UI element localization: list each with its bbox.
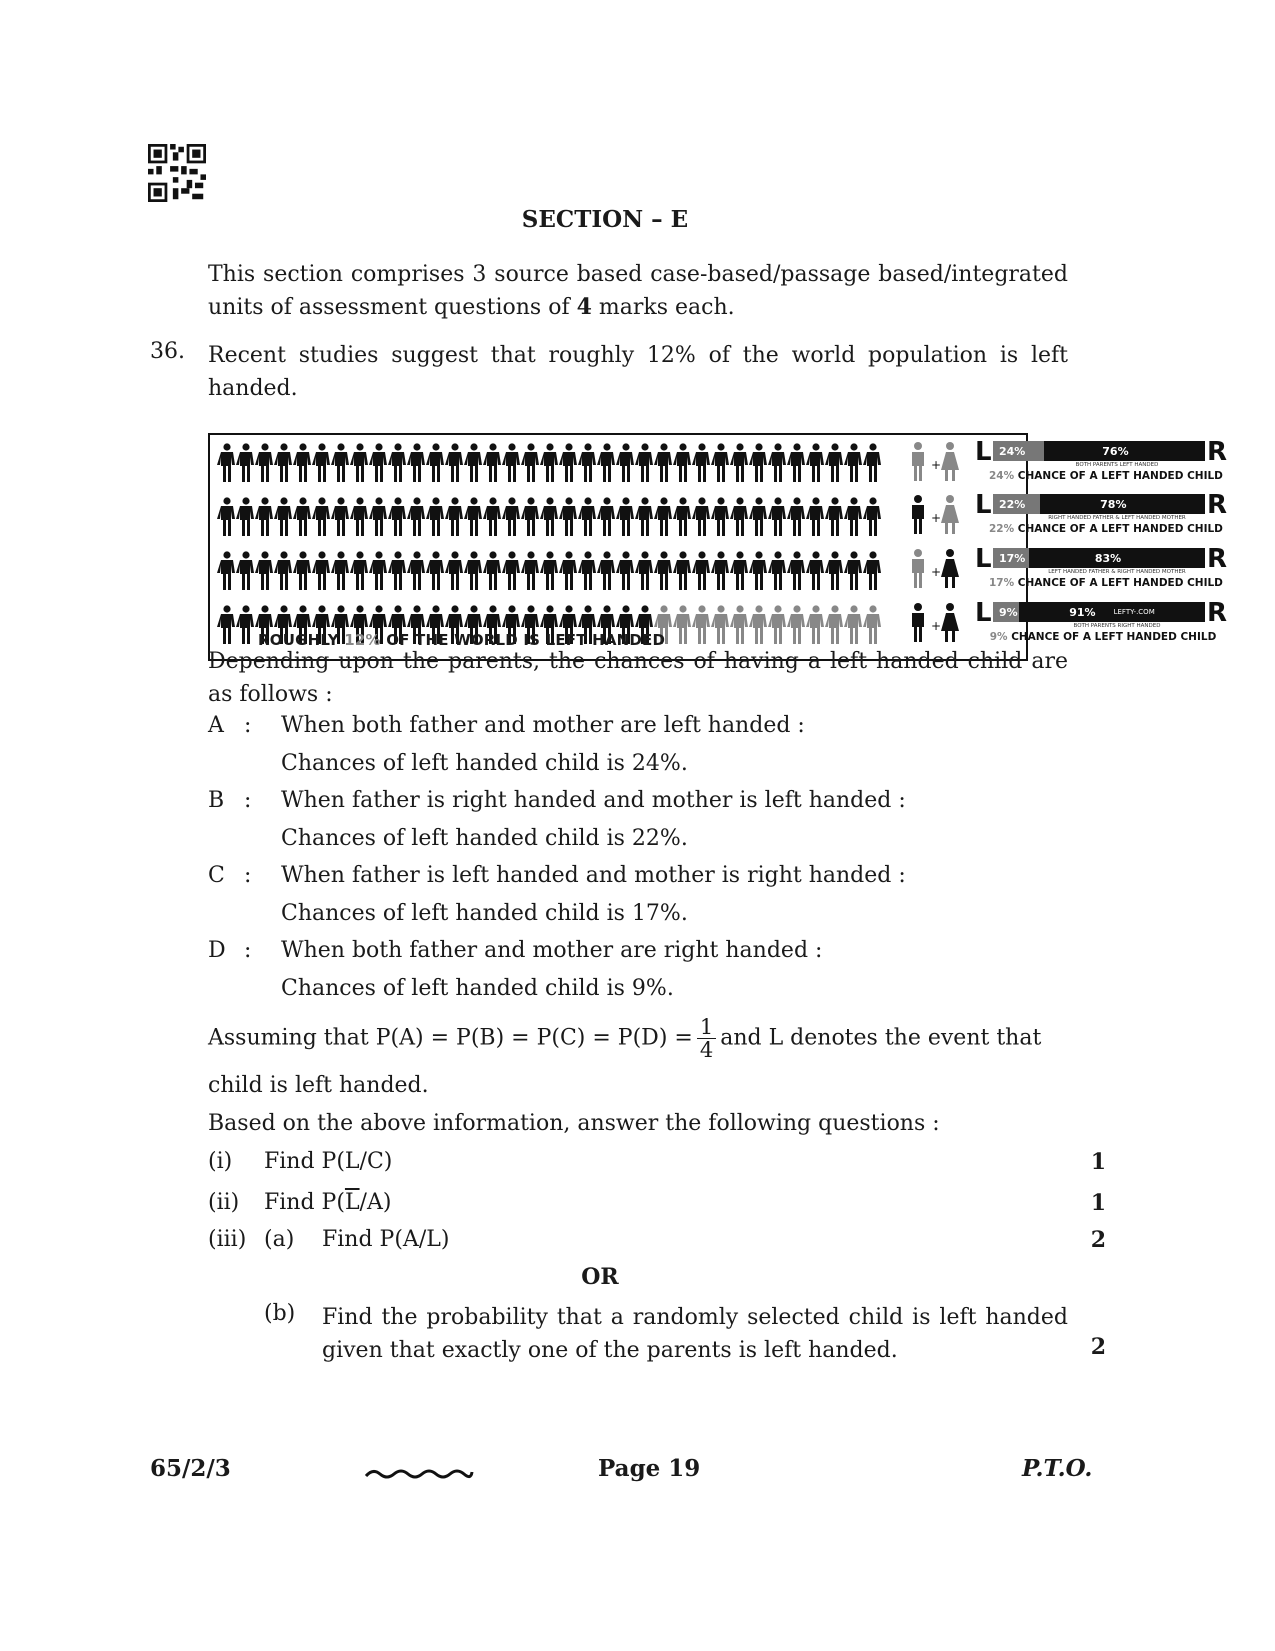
bar-track bbox=[993, 494, 1205, 514]
part-b-text: Find the probability that a randomly selected child is left handed given that exactly one of the parents is left handed. bbox=[322, 1305, 1068, 1363]
option-c-colon: : bbox=[244, 863, 252, 888]
bar-chance-text bbox=[989, 470, 1223, 482]
option-c-letter: C bbox=[208, 863, 225, 888]
subq-ii-pre: Find P( bbox=[264, 1190, 345, 1215]
bar-right-portion bbox=[1044, 441, 1205, 461]
page-number: Page 19 bbox=[598, 1455, 701, 1482]
option-b-letter: B bbox=[208, 788, 225, 813]
option-c-line1: When father is left handed and mother is right handed : bbox=[281, 863, 906, 888]
caption-pre: ROUGHLY bbox=[258, 631, 345, 649]
bar-track bbox=[993, 441, 1205, 461]
intro-text-2: marks each. bbox=[591, 295, 735, 320]
bar-right-portion bbox=[1029, 548, 1205, 568]
option-b-line2: Chances of left handed child is 22%. bbox=[281, 826, 688, 851]
option-d-line2: Chances of left handed child is 9%. bbox=[281, 976, 674, 1001]
people-row-1 bbox=[218, 443, 898, 491]
option-a-colon: : bbox=[244, 713, 252, 738]
parents-right-right-icon bbox=[908, 602, 970, 646]
bar-parents-note: BOTH PARENTS LEFT HANDED bbox=[1075, 462, 1159, 468]
bar-left-pct: 9% bbox=[999, 605, 1018, 619]
subq-ii-text bbox=[264, 1190, 391, 1215]
bar-right-label: R bbox=[1207, 490, 1228, 520]
assumption-line2: child is left handed. bbox=[208, 1073, 429, 1098]
subq-iii-text: Find P(A/L) bbox=[322, 1227, 450, 1252]
paper-code: 65/2/3 bbox=[150, 1455, 231, 1482]
bar-right-pct: 91% bbox=[1069, 605, 1096, 619]
bar-watermark: LEFTY-.COM bbox=[1113, 608, 1155, 616]
bar-parents-note: RIGHT HANDED FATHER & LEFT HANDED MOTHER bbox=[1048, 515, 1186, 521]
subq-iii-sub: (a) bbox=[264, 1227, 295, 1252]
bar-left-portion bbox=[993, 602, 1019, 622]
caption-pct: 12% bbox=[344, 631, 381, 649]
depending-text: Depending upon the parents, the chances of having a left handed child are as follows : bbox=[208, 649, 1068, 707]
subq-ii-complement: $\overline{L}$ bbox=[344, 1190, 360, 1215]
question-number: 36. bbox=[150, 339, 185, 364]
chance-label: CHANCE OF A LEFT HANDED CHILD bbox=[1017, 577, 1223, 589]
assumption-line bbox=[208, 1016, 1068, 1061]
bar-chance-text bbox=[989, 577, 1223, 589]
question-text: Recent studies suggest that roughly 12% of the world population is left handed. bbox=[208, 343, 1068, 401]
chance-pct: 24% bbox=[989, 470, 1015, 482]
section-intro bbox=[208, 258, 1068, 324]
subq-iii-marks: 2 bbox=[1090, 1227, 1106, 1253]
or-divider: OR bbox=[581, 1264, 619, 1290]
bar-left-label: L bbox=[975, 544, 992, 574]
bar-parents-note: BOTH PARENTS RIGHT HANDED bbox=[1073, 623, 1161, 629]
part-b-marks: 2 bbox=[1090, 1334, 1106, 1360]
bar-right-label: R bbox=[1207, 544, 1228, 574]
bar-parents-note: LEFT HANDED FATHER & RIGHT HANDED MOTHER bbox=[1048, 569, 1186, 575]
option-d-colon: : bbox=[244, 938, 252, 963]
subq-iii-label: (iii) bbox=[208, 1227, 247, 1252]
bar-left-portion bbox=[993, 548, 1029, 568]
intro-text-1: This section comprises 3 source based case-based/passage based/integrated units of assessment questions of bbox=[208, 262, 1068, 320]
chance-label: CHANCE OF A LEFT HANDED CHILD bbox=[1017, 523, 1223, 535]
based-text: Based on the above information, answer the following questions : bbox=[208, 1111, 940, 1136]
bar-chance-text bbox=[989, 523, 1223, 535]
bar-right-label: R bbox=[1207, 598, 1228, 628]
left-handed-infographic bbox=[208, 433, 1228, 661]
option-b-line1: When father is right handed and mother is left handed : bbox=[281, 788, 906, 813]
bar-left-portion bbox=[993, 441, 1044, 461]
fraction-denominator: 4 bbox=[699, 1038, 714, 1062]
bar-left-label: L bbox=[975, 490, 992, 520]
bar-left-label: L bbox=[975, 437, 992, 467]
subq-ii-label: (ii) bbox=[208, 1190, 240, 1215]
subq-i-text: Find P(L/C) bbox=[264, 1149, 393, 1174]
caption-post: OF THE WORLD IS LEFT HANDED bbox=[380, 631, 666, 649]
bar-right-pct: 83% bbox=[1094, 551, 1122, 565]
bar-left-portion bbox=[993, 494, 1040, 514]
subq-i-label: (i) bbox=[208, 1149, 233, 1174]
subq-i-marks: 1 bbox=[1090, 1149, 1106, 1175]
bar-left-label: L bbox=[975, 598, 992, 628]
option-a-letter: A bbox=[208, 713, 224, 738]
subq-ii-post: /A) bbox=[359, 1190, 392, 1215]
parents-left-left-icon bbox=[908, 441, 970, 485]
people-row-2 bbox=[218, 497, 898, 545]
parents-left-right-icon bbox=[908, 548, 970, 592]
assumption-pre: Assuming that P(A) = P(B) = P(C) = P(D) = bbox=[208, 1025, 693, 1051]
bar-right-portion bbox=[1019, 602, 1205, 622]
bar-right-label: R bbox=[1207, 437, 1228, 467]
parents-right-left-icon bbox=[908, 494, 970, 538]
part-b-label: (b) bbox=[264, 1301, 296, 1326]
chance-pct: 9% bbox=[989, 631, 1008, 643]
fraction-numerator: 1 bbox=[697, 1016, 716, 1039]
option-a-line1: When both father and mother are left handed : bbox=[281, 713, 805, 738]
intro-marks: 4 bbox=[576, 294, 592, 320]
bar-right-pct: 76% bbox=[1102, 444, 1129, 458]
bar-track bbox=[993, 602, 1205, 622]
pto-label: P.T.O. bbox=[1022, 1455, 1093, 1482]
option-c-line2: Chances of left handed child is 17%. bbox=[281, 901, 688, 926]
qr-code-icon bbox=[148, 144, 206, 202]
chance-label: CHANCE OF A LEFT HANDED CHILD bbox=[1017, 470, 1223, 482]
fraction-one-quarter bbox=[697, 1016, 716, 1061]
wave-divider-icon bbox=[364, 1466, 474, 1482]
bar-left-pct: 17% bbox=[999, 551, 1026, 565]
bar-left-pct: 22% bbox=[999, 497, 1026, 511]
chance-pct: 22% bbox=[989, 523, 1015, 535]
option-a-line2: Chances of left handed child is 24%. bbox=[281, 751, 688, 776]
chance-label: CHANCE OF A LEFT HANDED CHILD bbox=[1011, 631, 1217, 643]
option-d-line1: When both father and mother are right handed : bbox=[281, 938, 823, 963]
people-row-3 bbox=[218, 551, 898, 599]
option-d-letter: D bbox=[208, 938, 226, 963]
bar-left-pct: 24% bbox=[999, 444, 1026, 458]
bar-track bbox=[993, 548, 1205, 568]
chance-pct: 17% bbox=[989, 577, 1015, 589]
section-title: SECTION – E bbox=[521, 206, 689, 233]
option-b-colon: : bbox=[244, 788, 252, 813]
bar-chance-text bbox=[989, 631, 1217, 643]
subq-ii-marks: 1 bbox=[1090, 1190, 1106, 1216]
bar-right-portion bbox=[1040, 494, 1205, 514]
bar-right-pct: 78% bbox=[1100, 497, 1127, 511]
assumption-post: and L denotes the event that bbox=[720, 1025, 1042, 1051]
